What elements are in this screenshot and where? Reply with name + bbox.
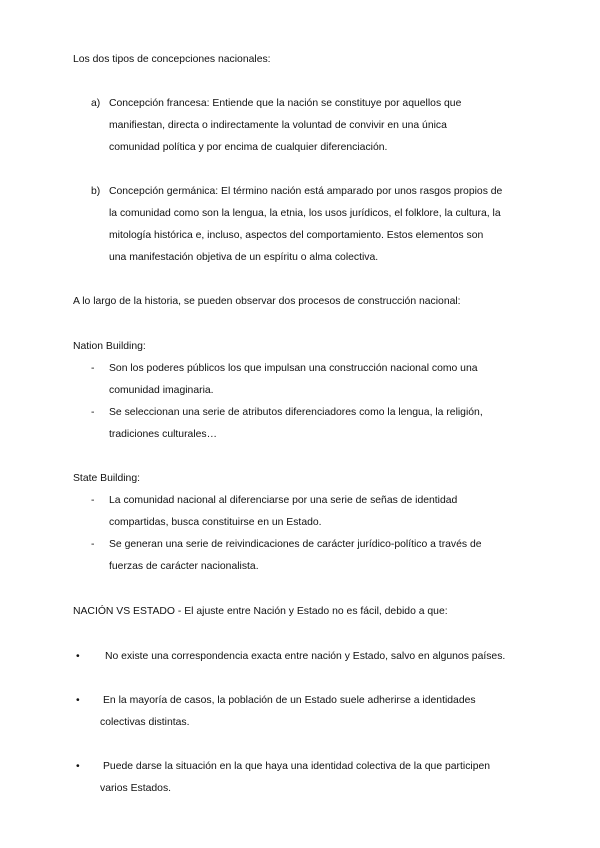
concepcion-francesa-line-3: comunidad política y por encima de cualquier diferenciación. [109, 142, 388, 153]
state-building-item-1-line-1: La comunidad nacional al diferenciarse por una serie de señas de identidad [109, 495, 458, 506]
concepcion-germanica-line-3: mitología histórica e, incluso, aspectos del comportamiento. Estos elementos son [109, 230, 484, 241]
concepcion-germanica-line-1: Concepción germánica: El término nación está amparado por unos rasgos propios de [109, 186, 503, 197]
nation-building-title: Nation Building: [73, 341, 146, 352]
intro-text: Los dos tipos de concepciones nacionales: [73, 54, 271, 65]
bullet-2-line-2: colectivas distintas. [100, 717, 190, 728]
state-building-title: State Building: [73, 473, 141, 484]
nacion-estado-heading: NACIÓN VS ESTADO - El ajuste entre Nación y Estado no es fácil, debido a que: [73, 606, 448, 617]
historia-text: A lo largo de la historia, se pueden observar dos procesos de construcción nacional: [73, 296, 461, 307]
dash-marker: - [91, 495, 95, 506]
state-building-item-1-line-2: compartidas, busca constituirse en un Estado. [109, 517, 322, 528]
bullet-marker: • [76, 761, 80, 772]
list-marker-a: a) [91, 98, 101, 109]
bullet-3-line-1: Puede darse la situación en la que haya una identidad colectiva de la que participen [103, 761, 491, 772]
state-building-item-2-line-1: Se generan una serie de reivindicaciones de carácter jurídico-político a través de [109, 539, 482, 550]
concepcion-francesa-line-1: Concepción francesa: Entiende que la nación se constituye por aquellos que [109, 98, 462, 109]
nation-building-item-2-line-2: tradiciones culturales… [109, 429, 217, 440]
nation-building-item-2-line-1: Se seleccionan una serie de atributos diferenciadores como la lengua, la religión, [109, 407, 483, 418]
bullet-marker: • [76, 695, 80, 706]
dash-marker: - [91, 363, 95, 374]
nation-building-item-1-line-1: Son los poderes públicos los que impulsan una construcción nacional como una [109, 363, 478, 374]
bullet-3-line-2: varios Estados. [100, 783, 172, 794]
nation-building-item-1-line-2: comunidad imaginaria. [109, 385, 214, 396]
dash-marker: - [91, 407, 95, 418]
concepcion-francesa-line-2: manifiestan, directa o indirectamente la voluntad de convivir en una única [109, 120, 447, 131]
dash-marker: - [91, 539, 95, 550]
list-marker-b: b) [91, 186, 101, 197]
bullet-1-line-1: No existe una correspondencia exacta entre nación y Estado, salvo en algunos países. [105, 651, 506, 662]
state-building-item-2-line-2: fuerzas de carácter nacionalista. [109, 561, 259, 572]
bullet-marker: • [76, 651, 80, 662]
concepcion-germanica-line-4: una manifestación objetiva de un espíritu o alma colectiva. [109, 252, 379, 263]
concepcion-germanica-line-2: la comunidad como son la lengua, la etnia, los usos jurídicos, el folklore, la cultura, la [109, 208, 501, 219]
bullet-2-line-1: En la mayoría de casos, la población de un Estado suele adherirse a identidades [103, 695, 476, 706]
